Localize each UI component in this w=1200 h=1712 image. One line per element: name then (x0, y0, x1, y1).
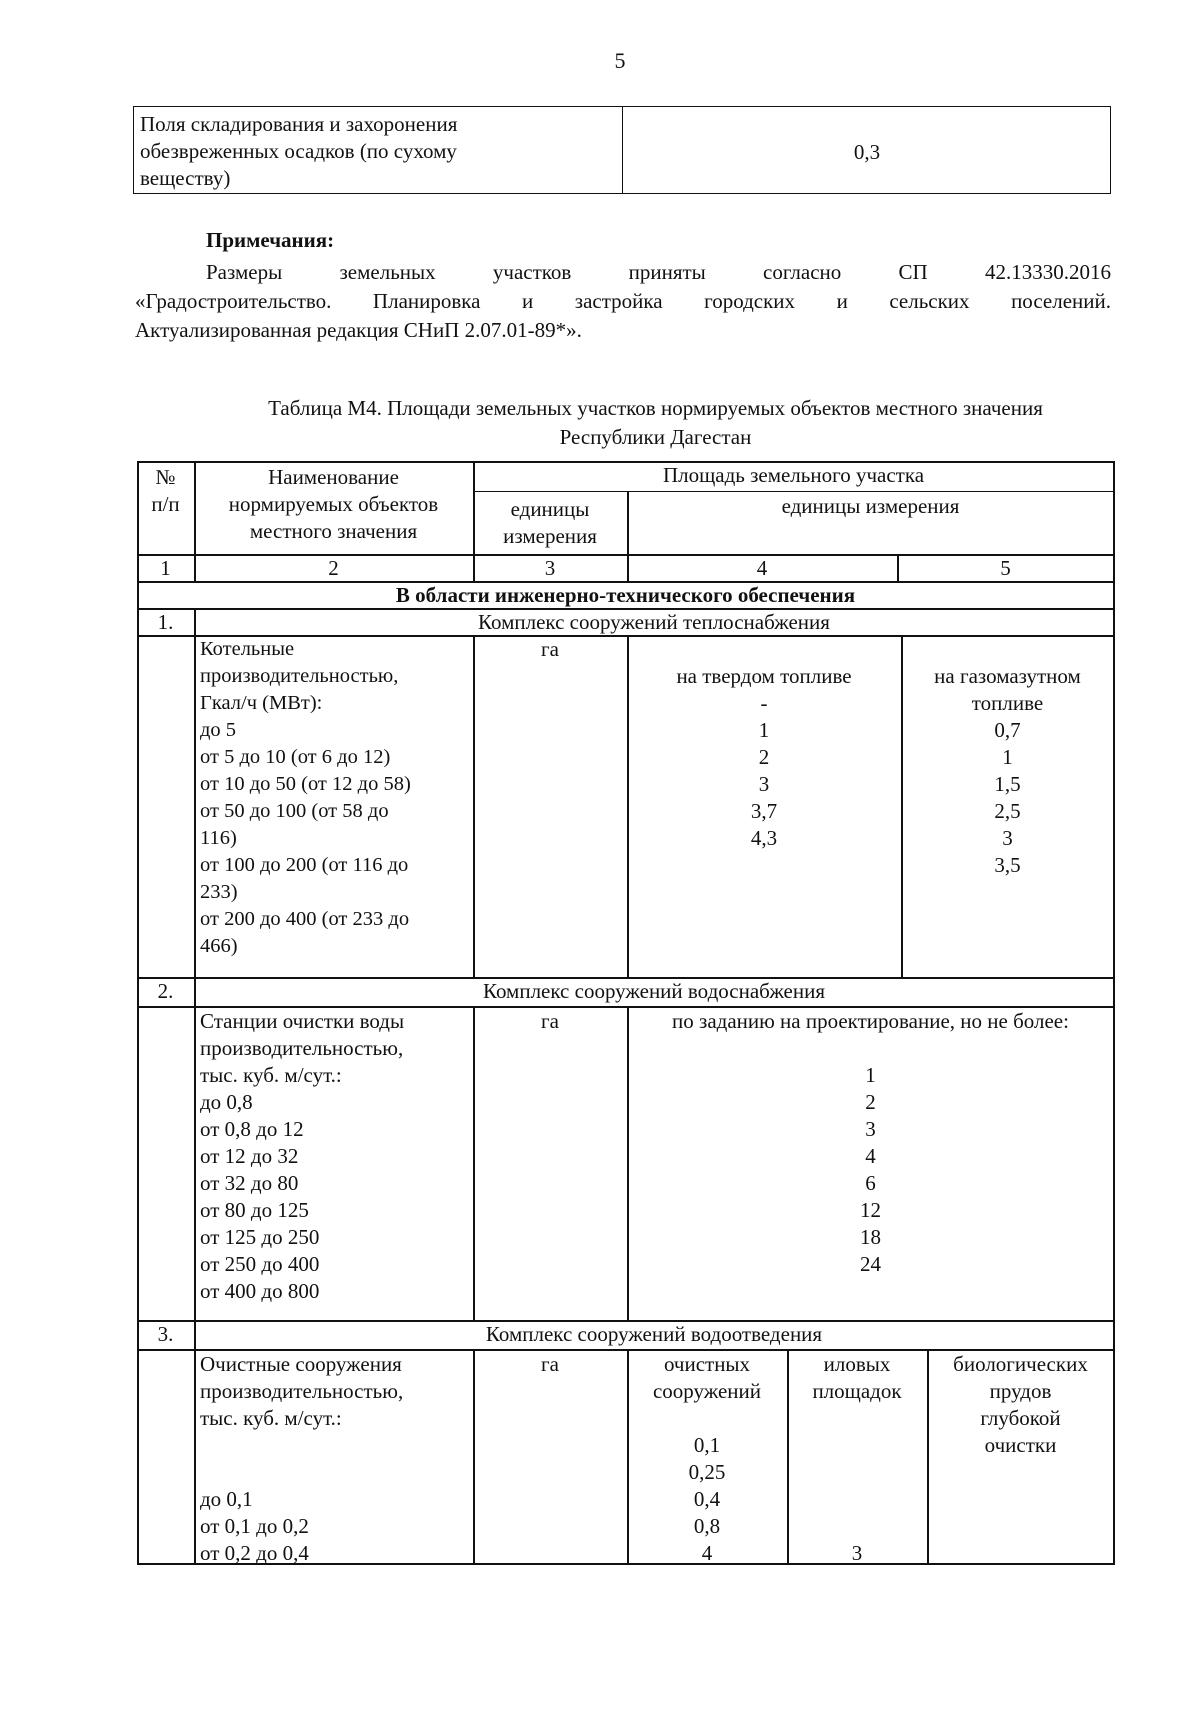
col-number: 3 (544, 556, 556, 580)
top-table (133, 106, 1111, 194)
group-title: Комплекс сооружений водоснабжения (482, 979, 826, 1003)
group-title: Комплекс сооружений теплоснабжения (478, 610, 830, 634)
group-3-names: Очистные сооружения производительностью, тыс. куб. м/сут.: до 0,1 от 0,1 до 0,2 от 0,2 до 0,4 (200, 1352, 404, 1565)
header-num: № п/п (151, 465, 180, 516)
group-number: 2. (157, 979, 174, 1003)
group-3-treatment-values: 0,1 0,25 0,4 0,8 4 (688, 1433, 726, 1565)
main-table (137, 461, 1114, 1565)
group-3-subheader-ponds: биологических прудов глубокой очистки (953, 1352, 1088, 1457)
notes-text: Размеры земельных участков приняты согласно СП 42.13330.2016 «Градостроительство. Планировка и застройка городских и сельских поселений. Актуализированная редакция СНиП 2.07.01-89*». (135, 260, 1111, 342)
group-1-col4: на твердом топливе - 1 2 3 3,7 4,3 (676, 664, 852, 850)
group-3-subheader-treatment: очистных сооружений (652, 1352, 762, 1403)
header-units-2: единицы измерения (781, 494, 960, 518)
header-name: Наименование нормируемых объектов местного значения (228, 465, 439, 543)
group-title: Комплекс сооружений водоотведения (485, 1322, 823, 1346)
group-3-subheader-sludge: иловых площадок (812, 1352, 902, 1403)
top-table-name: Поля складирования и захоронения обезвреженных осадков (по сухому веществу) (140, 112, 458, 190)
group-2-note: по заданию на проектирование, но не более: (672, 1009, 1069, 1033)
top-table-value: 0,3 (853, 140, 881, 164)
section-title: В области инженерно-технического обеспечения (395, 583, 856, 607)
col-number: 1 (160, 556, 171, 580)
group-1-unit: га (541, 637, 559, 661)
header-area: Площадь земельного участка (662, 463, 925, 487)
group-3-unit: га (541, 1352, 559, 1376)
table-caption: Таблица М4. Площади земельных участков нормируемых объектов местного значения Республики Дагестан (268, 396, 1043, 449)
col-number: 5 (1000, 556, 1011, 580)
group-3-sludge-value: 3 (851, 1541, 863, 1565)
group-2-unit: га (541, 1009, 559, 1033)
group-number: 1. (157, 610, 174, 634)
group-2-values: 1 2 3 4 6 12 18 24 (860, 1063, 881, 1276)
col-number: 2 (328, 556, 339, 580)
group-1-col5: на газомазутном топливе 0,7 1 1,5 2,5 3 3,5 (934, 664, 1081, 877)
group-2-names: Станции очистки воды производительностью, тыс. куб. м/сут.: до 0,8 от 0,8 до 12 от 12 до 32 от 32 до 80 от 80 до 125 от 125 до 250 от 250 до 400 от 400 до 800 (200, 1009, 405, 1303)
page-number: 5 (614, 48, 626, 73)
col-number: 4 (756, 556, 768, 580)
group-1-names: Котельные производительностью, Гкал/ч (МВт): до 5 от 5 до 10 (от 6 до 12) от 10 до 50 (от 12 до 58) от 50 до 100 (от 58 до 116) от 100 до 200 (от 116 до 233) от 200 до 400 (от 233 до 466) (200, 638, 411, 957)
notes-heading: Примечания: (206, 228, 335, 252)
header-units: единицы измерения (503, 497, 597, 548)
group-number: 3. (157, 1322, 174, 1346)
